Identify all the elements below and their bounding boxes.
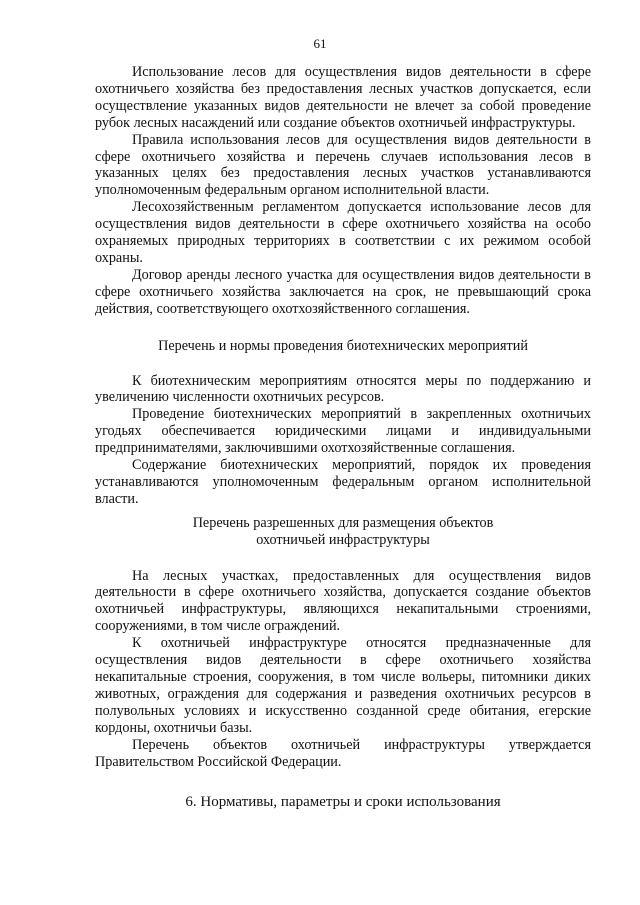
paragraph-protected-territories: Лесохозяйственным регламентом допускается использование лесов для осуществления видов деятельности в сфере охотничьего хозяйства на особо охраняемых природных территориях в соответствии с их режимом особой охраны. bbox=[95, 199, 591, 266]
heading-infra-line-1: Перечень разрешенных для размещения объектов bbox=[192, 514, 494, 531]
heading-biotechnical-measures: Перечень и нормы проведения биотехнических мероприятий bbox=[158, 337, 528, 354]
paragraph-forest-use-without-plots: Использование лесов для осуществления видов деятельности в сфере охотничьего хозяйства без предоставления лесных участков допускается, если осуществление указанных видов деятельности не влечет за собой проведение рубок лесных насаждений или создание объектов охотничьей инфраструктуры. bbox=[95, 64, 591, 131]
paragraph-biotech-content: Содержание биотехнических мероприятий, порядок их проведения устанавливаются уполномоченным федеральным органом исполнительной власти. bbox=[95, 457, 591, 507]
page-number: 61 bbox=[313, 36, 327, 51]
heading-hunting-infrastructure bbox=[95, 515, 591, 549]
heading-infra-line-2: охотничьей инфраструктуры bbox=[256, 531, 430, 548]
document-body bbox=[95, 64, 591, 811]
paragraph-forest-use-rules: Правила использования лесов для осуществления видов деятельности в сфере охотничьего хозяйства и перечень случаев использования лесов в указанных целях без предоставления лесных участков устанавливаются уполномоченным федеральным органом исполнительной власти. bbox=[95, 131, 591, 199]
paragraph-biotech-definition: К биотехническим мероприятиям относятся меры по поддержанию и увеличению численности охотничьих ресурсов. bbox=[95, 372, 591, 406]
paragraph-infra-approval: Перечень объектов охотничьей инфраструктуры утверждается Правительством Российской Федерации. bbox=[95, 736, 591, 770]
paragraph-biotech-responsibility: Проведение биотехнических мероприятий в закрепленных охотничьих угодьях обеспечивается юридическими лицами и индивидуальными предпринимателями, заключившими охотхозяйственные соглашения. bbox=[95, 406, 591, 457]
paragraph-lease-agreement: Договор аренды лесного участка для осуществления видов деятельности в сфере охотничьего хозяйства заключается на срок, не превышающий срока действия, соответствующего охотхозяйственного соглашения. bbox=[95, 266, 591, 317]
paragraph-infra-allowed: На лесных участках, предоставленных для осуществления видов деятельности в сфере охотничьего хозяйства, допускается создание объектов охотничьей инфраструктуры, являющихся некапитальными строениями, сооружениями, в том числе ограждений. bbox=[95, 567, 591, 635]
paragraph-infra-definition: К охотничьей инфраструктуре относятся предназначенные для осуществления видов деятельности в сфере охотничьего хозяйства некапитальные строения, сооружения, в том числе вольеры, питомники диких животных, ограждения для содержания и разведения охотничьих ресурсов в полувольных условиях и искусственно созданной среде обитания, егерские кордоны, охотничьи базы. bbox=[95, 635, 591, 736]
heading-section-6: 6. Нормативы, параметры и сроки использования bbox=[185, 794, 501, 811]
